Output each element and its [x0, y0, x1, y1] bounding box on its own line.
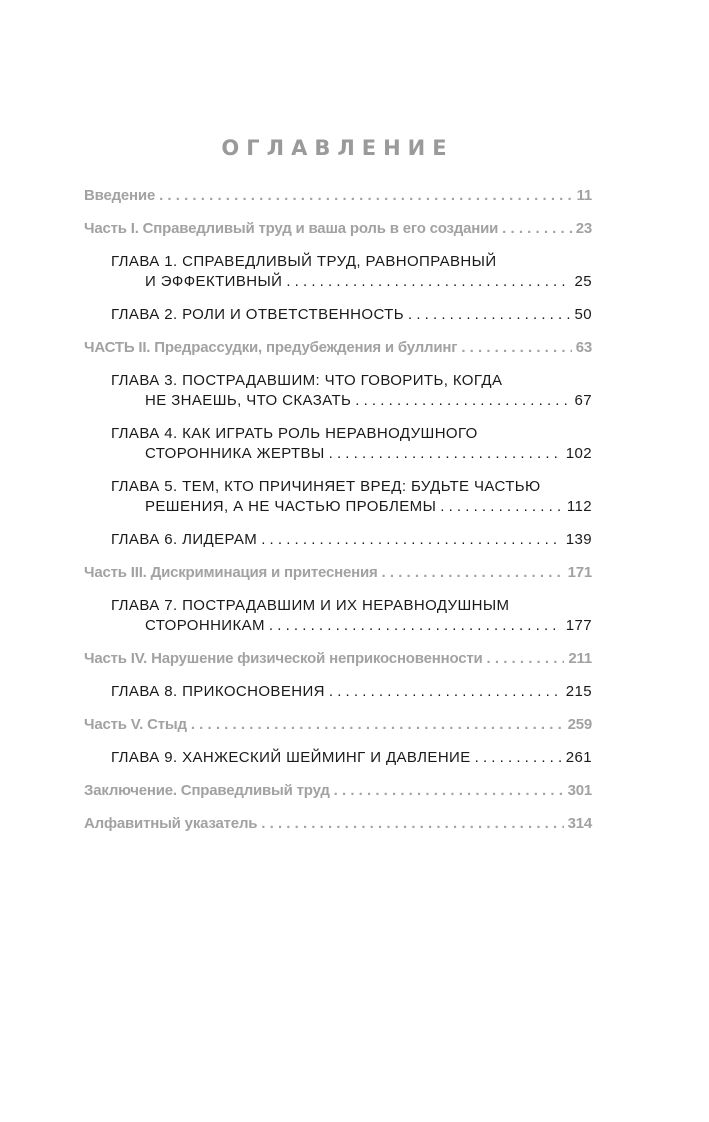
toc-entry-label: ЧАСТЬ II. Предрассудки, предубеждения и буллинг — [84, 339, 458, 356]
toc-page-number: 50 — [574, 306, 592, 323]
leader-dots — [408, 305, 571, 325]
toc-entry-label: ГЛАВА 6. ЛИДЕРАМ — [111, 531, 258, 548]
toc-entry-label: Часть III. Дискриминация и притеснения — [84, 564, 378, 581]
table-of-contents — [84, 186, 592, 834]
toc-entry-conclusion[interactable] — [84, 781, 592, 801]
toc-entry-part-3[interactable] — [84, 563, 592, 583]
toc-entry-label: ГЛАВА 2. РОЛИ И ОТВЕТСТВЕННОСТЬ — [111, 306, 404, 323]
toc-page-number: 259 — [567, 716, 592, 733]
leader-dots — [286, 272, 570, 292]
toc-page-number: 67 — [574, 392, 592, 409]
toc-page-number: 261 — [565, 749, 592, 766]
toc-entry-chapter-8[interactable] — [111, 682, 592, 702]
toc-entry-chapter-6[interactable] — [111, 530, 592, 550]
leader-dots — [440, 497, 563, 517]
toc-page-number: 171 — [567, 564, 592, 581]
leader-dots — [159, 186, 572, 206]
leader-dots — [269, 616, 562, 636]
toc-page-number: 139 — [565, 531, 592, 548]
toc-entry-label: ГЛАВА 5. ТЕМ, КТО ПРИЧИНЯЕТ ВРЕД: БУДЬТЕ ЧАСТЬЮ — [111, 478, 541, 495]
leader-dots — [191, 715, 564, 735]
toc-entry-label: ГЛАВА 7. ПОСТРАДАВШИМ И ИХ НЕРАВНОДУШНЫМ — [111, 597, 510, 614]
toc-page-number: 23 — [575, 220, 592, 237]
toc-entry-label: Часть I. Справедливый труд и ваша роль в его создании — [84, 220, 499, 237]
leader-dots — [329, 444, 562, 464]
toc-entry-chapter-3[interactable] — [111, 371, 592, 411]
toc-entry-chapter-4[interactable] — [111, 424, 592, 464]
toc-entry-part-4[interactable] — [84, 649, 592, 669]
toc-entry-index[interactable] — [84, 814, 592, 834]
toc-page-number: 11 — [576, 187, 592, 204]
toc-entry-part-2[interactable] — [84, 338, 592, 358]
leader-dots — [334, 781, 564, 801]
toc-page-number: 314 — [567, 815, 592, 832]
toc-entry-label: ГЛАВА 3. ПОСТРАДАВШИМ: ЧТО ГОВОРИТЬ, КОГДА — [111, 372, 503, 389]
toc-entry-label-cont: СТОРОННИКА ЖЕРТВЫ — [145, 445, 325, 462]
toc-page-number: 301 — [567, 782, 592, 799]
toc-entry-label: Введение — [84, 187, 156, 204]
toc-entry-part-1[interactable] — [84, 219, 592, 239]
toc-page-number: 215 — [565, 683, 592, 700]
leader-dots — [261, 530, 562, 550]
leader-dots — [502, 219, 572, 239]
toc-page-number: 211 — [568, 650, 592, 667]
toc-entry-chapter-5[interactable] — [111, 477, 592, 517]
toc-entry-chapter-9[interactable] — [111, 748, 592, 768]
toc-entry-label-cont: РЕШЕНИЯ, А НЕ ЧАСТЬЮ ПРОБЛЕМЫ — [145, 498, 437, 515]
toc-entry-label: ГЛАВА 4. КАК ИГРАТЬ РОЛЬ НЕРАВНОДУШНОГО — [111, 425, 478, 442]
toc-entry-label: ГЛАВА 8. ПРИКОСНОВЕНИЯ — [111, 683, 325, 700]
toc-page-number: 177 — [565, 617, 592, 634]
toc-entry-chapter-1[interactable] — [111, 252, 592, 292]
toc-page-number: 102 — [565, 445, 592, 462]
toc-page-number: 63 — [575, 339, 592, 356]
leader-dots — [487, 649, 565, 669]
toc-entry-chapter-2[interactable] — [111, 305, 592, 325]
page-title: ОГЛАВЛЕНИЕ — [221, 136, 454, 160]
leader-dots — [475, 748, 562, 768]
toc-entry-intro[interactable] — [84, 186, 592, 206]
toc-entry-label: Заключение. Справедливый труд — [84, 782, 330, 799]
leader-dots — [382, 563, 564, 583]
toc-entry-label: Часть IV. Нарушение физической неприкосновенности — [84, 650, 483, 667]
leader-dots — [261, 814, 563, 834]
toc-entry-part-5[interactable] — [84, 715, 592, 735]
leader-dots — [355, 391, 570, 411]
toc-entry-label: ГЛАВА 1. СПРАВЕДЛИВЫЙ ТРУД, РАВНОПРАВНЫЙ — [111, 253, 497, 270]
toc-entry-label-cont: СТОРОННИКАМ — [145, 617, 265, 634]
toc-page-number: 25 — [574, 273, 592, 290]
toc-entry-label-cont: И ЭФФЕКТИВНЫЙ — [145, 273, 283, 290]
leader-dots — [329, 682, 562, 702]
toc-entry-label: Алфавитный указатель — [84, 815, 258, 832]
toc-entry-label: ГЛАВА 9. ХАНЖЕСКИЙ ШЕЙМИНГ И ДАВЛЕНИЕ — [111, 749, 471, 766]
leader-dots — [461, 338, 571, 358]
toc-entry-label-cont: НЕ ЗНАЕШЬ, ЧТО СКАЗАТЬ — [145, 392, 352, 409]
toc-entry-label: Часть V. Стыд — [84, 716, 187, 733]
toc-entry-chapter-7[interactable] — [111, 596, 592, 636]
toc-page-number: 112 — [566, 498, 592, 515]
